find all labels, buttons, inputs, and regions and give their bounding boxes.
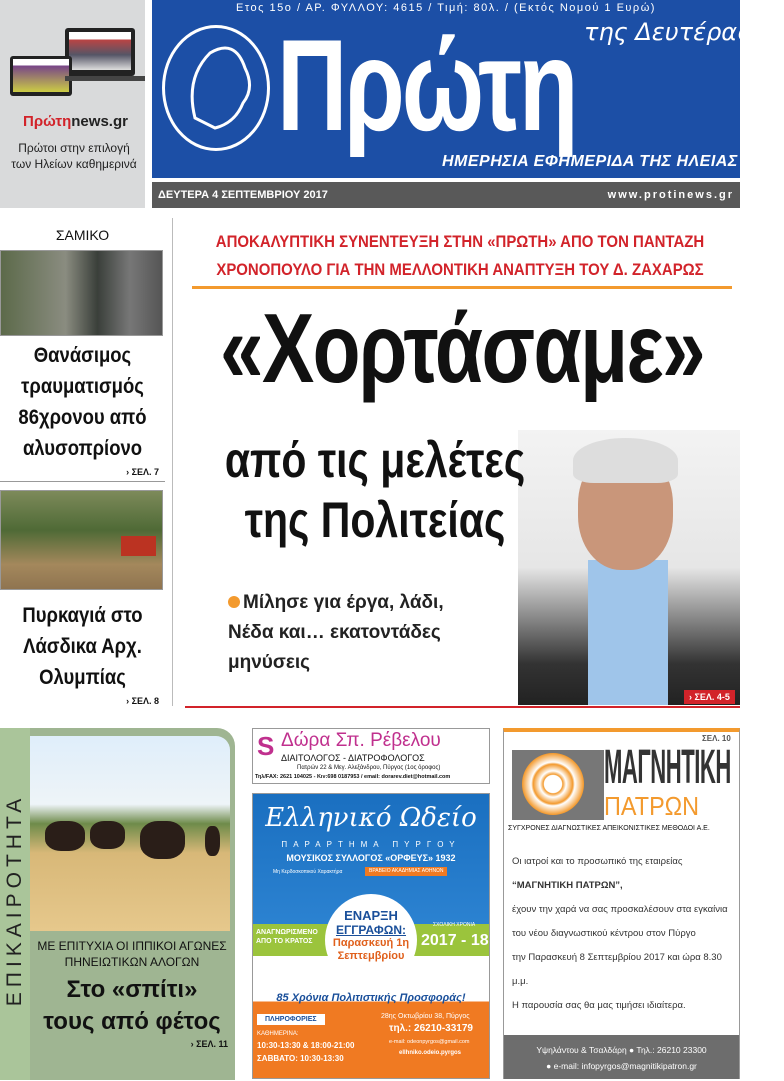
- enroll-date-1: Παρασκευή 1η: [332, 937, 410, 949]
- invitation-line-6: Η παρουσία σας θα μας τιμήσει ιδιαίτερα.: [512, 1000, 686, 1011]
- column-divider: [172, 218, 173, 706]
- subhead-line-1: από τις μελέτες: [224, 432, 526, 488]
- story1-label: ΣΑΜΙΚΟ: [55, 227, 110, 243]
- invitation-line-5: την Παρασκευή 8 Σεπτεμβρίου 2017 και ώρα 8.30 μ.μ.: [512, 952, 722, 987]
- daily-label: ΚΑΘΗΜΕΡΙΝΑ:: [257, 1031, 299, 1037]
- main-subheadline: [225, 430, 525, 550]
- dietitian-role: ΔΙΑΙΤΟΛΟΓΟΣ - ΔΙΑΤΡΟΦΟΛΟΓΟΣ: [281, 753, 425, 763]
- odeio-branch: ΠΑΡΑΡΤΗΜΑ ΠΥΡΓΟΥ: [281, 840, 461, 849]
- dietitian-address: Πατρών 22 & Μεγ. Αλεξάνδρου, Πύργος (1ος όροφος): [297, 765, 441, 771]
- website-link[interactable]: www.protinews.gr: [607, 189, 734, 201]
- dietitian-contact: Τηλ/FAX: 2621 104025 - Κιν:698 0187953 / email: dorarev.diet@hotmail.com: [255, 774, 451, 780]
- story1: [0, 340, 165, 478]
- wildfire-photo: [0, 490, 163, 590]
- odeio-phone: τηλ.: 26210-33179: [389, 1023, 473, 1034]
- horse-race-photo: [30, 736, 230, 931]
- daily-hours: 10:30-13:30 & 18:00-21:00: [257, 1041, 355, 1050]
- dietitian-ad[interactable]: [252, 728, 490, 784]
- epik-headline-1: Στο «σπίτι»: [66, 976, 198, 1003]
- s-logo-icon: S: [257, 731, 275, 761]
- devices-image: [10, 28, 140, 98]
- invitation-line-2: “ΜΑΓΝΗΤΙΚΗ ΠΑΤΡΩΝ”,: [512, 880, 623, 891]
- invitation-text: [512, 850, 737, 1018]
- epik-text: [32, 938, 232, 1050]
- coin-logo-icon: [162, 25, 270, 151]
- enroll-date-2: Σεπτεμβρίου: [337, 950, 405, 962]
- protinews-promo[interactable]: [0, 0, 145, 208]
- chainsaw-photo: [0, 250, 163, 336]
- orange-rule: [192, 286, 732, 289]
- invitation-line-3: έχουν την χαρά να σας προσκαλέσουν στα εγκαίνια: [512, 904, 728, 915]
- story1-page: › ΣΕΛ. 7: [126, 467, 159, 477]
- school-year: 2017 - 18: [421, 932, 489, 949]
- issue-date: ΔΕΥΤΕΡΑ 4 ΣΕΠΤΕΜΒΡΙΟΥ 2017: [158, 189, 328, 201]
- odeio-club: ΜΟΥΣΙΚΟΣ ΣΥΛΛΟΓΟΣ «ΟΡΦΕΥΣ» 1932: [286, 853, 456, 863]
- school-year-label: ΣΧΟΛΙΚΗ ΧΡΟΝΙΑ: [433, 922, 476, 928]
- newspaper-title: Πρώτη: [277, 12, 576, 158]
- enrollment-circle: [325, 894, 417, 986]
- enroll-line-1: ΕΝΑΡΞΗ: [344, 908, 398, 923]
- date-bar: [152, 182, 740, 208]
- patron-name: ΠΑΤΡΩΝ: [604, 791, 700, 821]
- magnitiki-email[interactable]: ● e-mail: infopyrgos@magnitikipatron.gr: [546, 1061, 697, 1071]
- interviewee-photo: [518, 430, 740, 705]
- kicker-line-2: ΧΡΟΝΟΠΟΥΛΟ ΓΙΑ ΤΗΝ ΜΕΛΛΟΝΤΙΚΗ ΑΝΑΠΤΥΞΗ ΤΟΥ Δ. ΖΑΧΑΡΩΣ: [216, 260, 704, 279]
- edition-subtitle: της Δευτέρας: [584, 18, 752, 46]
- odeio-award: ΒΡΑΒΕΙΟ ΑΚΑΔΗΜΙΑΣ ΑΘΗΝΩΝ: [365, 867, 447, 876]
- red-rule: [185, 706, 740, 708]
- odeio-facebook: ellhniko.odeio.pyrgos: [399, 1050, 462, 1056]
- invitation-line-1: Οι ιατροί και το προσωπικό της εταιρείας: [512, 856, 683, 867]
- odeio-email: e-mail: odeonpyrgos@gmail.com: [389, 1039, 470, 1045]
- odeio-title: Ελληνικό Ωδείο: [265, 803, 477, 833]
- story2: [0, 600, 165, 707]
- tagline-line-2: των Ηλείων καθημερινά: [11, 157, 137, 171]
- masthead-tagline: ΗΜΕΡΗΣΙΑ ΕΦΗΜΕΡΙΔΑ ΤΗΣ ΗΛΕΙΑΣ: [442, 153, 738, 170]
- magnitiki-address: Υψηλάντου & Τσαλδάρη ● Τηλ.: 26210 23300: [536, 1045, 707, 1055]
- magnet-logo-icon: [512, 750, 604, 820]
- epik-kicker: ΜΕ ΕΠΙΤΥΧΙΑ ΟΙ ΙΠΠΙΚΟΙ ΑΓΩΝΕΣ ΠΗΝΕΙΩΤΙΚΩΝ ΑΛΟΓΩΝ: [37, 939, 227, 969]
- promo-tagline: [4, 140, 144, 172]
- invitation-line-4: του νέου διαγνωστικού κέντρου στον Πύργο: [512, 928, 696, 939]
- bullet-text: Μίλησε για έργα, λάδι, Νέδα και… εκατοντάδες μηνύσεις: [228, 592, 444, 673]
- dietitian-name: Δώρα Σπ. Ρέβελου: [281, 730, 441, 751]
- bullet-icon: [228, 596, 240, 608]
- divider: [0, 481, 165, 482]
- epikairotita-box[interactable]: [0, 728, 235, 1080]
- tagline-line-1: Πρώτοι στην επιλογή: [18, 141, 130, 155]
- enroll-line-2: ΕΓΓΡΑΦΩΝ:: [335, 923, 407, 937]
- main-headline[interactable]: «Χορτάσαμε»: [219, 293, 705, 403]
- epik-page: › ΣΕΛ. 11: [190, 1039, 228, 1049]
- epik-headline: [43, 974, 220, 1038]
- odeio-address: 28ης Οκτωβρίου 38, Πύργος: [381, 1013, 470, 1020]
- epik-headline-2: τους από φέτος: [43, 1008, 221, 1035]
- odeio-recognized: ΑΝΑΓΝΩΡΙΣΜΕΝΟ ΑΠΟ ΤΟ ΚΡΑΤΟΣ: [256, 929, 318, 945]
- masthead: [152, 0, 752, 178]
- saturday-hours: ΣΑΒΒΑΤΟ: 10:30-13:30: [257, 1054, 344, 1063]
- odeio-years: 85 Χρόνια Πολιτιστικής Προσφοράς!: [276, 992, 466, 1004]
- kicker-line-1: ΑΠΟΚΑΛΥΠΤΙΚΗ ΣΥΝΕΝΤΕΥΞΗ ΣΤΗΝ «ΠΡΩΤΗ» ΑΠΟ ΤΟΝ ΠΑΝΤΑΖΗ: [215, 232, 705, 251]
- main-page-badge: › ΣΕΛ. 4-5: [684, 690, 735, 704]
- odeio-nonprofit: Μη Κερδοσκοπικού Χαρακτήρα: [273, 869, 343, 875]
- magnitiki-page: ΣΕΛ. 10: [702, 734, 731, 743]
- subhead-line-2: της Πολιτείας: [244, 492, 506, 548]
- magnitiki-ad[interactable]: [503, 728, 740, 1079]
- promo-logo: [8, 113, 143, 130]
- odeio-ad[interactable]: [252, 793, 490, 1079]
- magnitiki-contact: [504, 1035, 739, 1079]
- section-label: ΕΠΙΚΑΙΡΟΤΗΤΑ: [3, 793, 26, 1007]
- magnitiki-name: ΜΑΓΝΗΤΙΚΗ: [604, 741, 731, 794]
- magnitiki-desc: ΣΥΓΧΡΟΝΕΣ ΔΙΑΓΝΩΣΤΙΚΕΣ ΑΠΕΙΚΟΝΙΣΤΙΚΕΣ ΜΕΘΟΔΟΙ Α.Ε.: [508, 825, 710, 832]
- story2-headline[interactable]: Πυρκαγιά στο Λάσδικα Αρχ. Ολυμπίας: [22, 604, 143, 689]
- story2-page: › ΣΕΛ. 8: [126, 696, 159, 706]
- story1-headline[interactable]: Θανάσιμος τραυματισμός 86χρονου από αλυσοπρίονο: [18, 344, 147, 460]
- logo-black: news.gr: [71, 113, 128, 130]
- info-label: ΠΛΗΡΟΦΟΡΙΕΣ: [257, 1014, 325, 1025]
- issue-info: Ετος 15ο / ΑΡ. ΦΥΛΛΟΥ: 4615 / Τιμή: 80λ. / (Εκτός Νομού 1 Ευρώ): [236, 2, 656, 14]
- logo-red: Πρώτη: [23, 113, 72, 130]
- main-bullet: [228, 588, 488, 678]
